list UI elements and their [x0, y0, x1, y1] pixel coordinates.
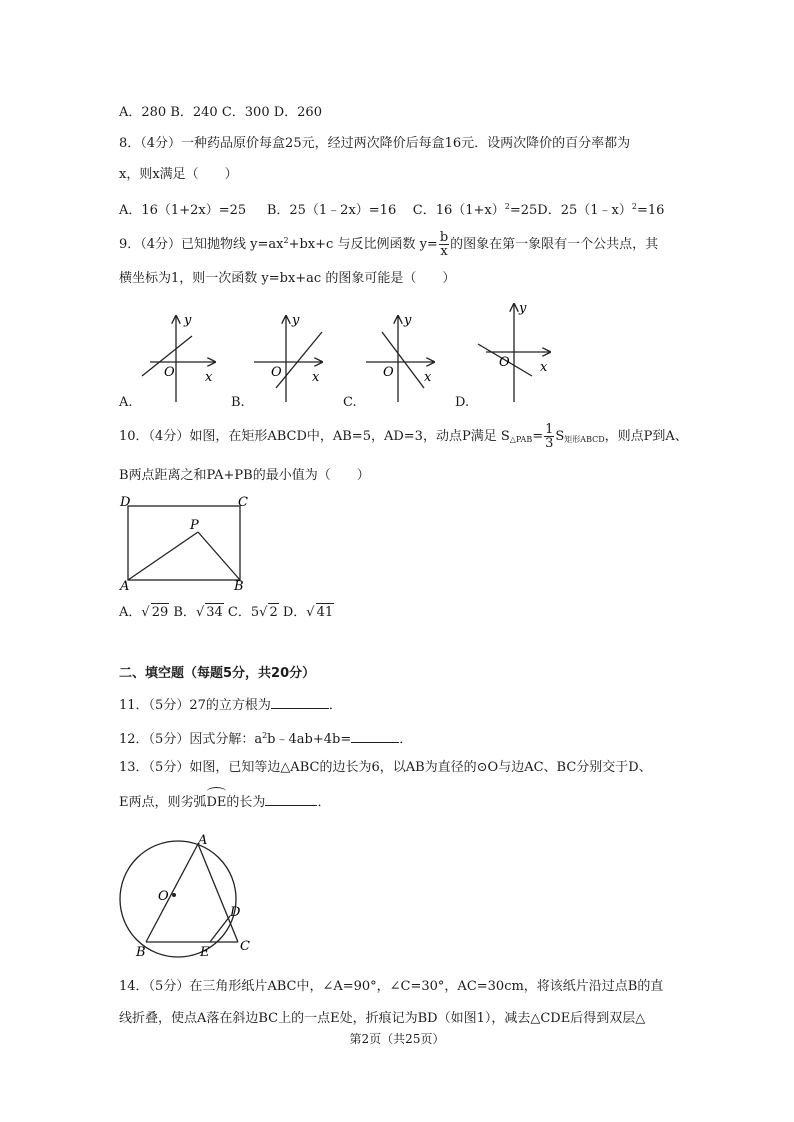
q10-option-b: B．√ 34 [173, 605, 223, 620]
q9-fraction: $\frac{b}{x}$ [439, 230, 449, 259]
q9-stem-line2: 横坐标为1，则一次函数 y=bx+ac 的图象可能是（ ） [119, 271, 456, 286]
q9-stem-line1: 9．（4分）已知抛物线 $y=ax^2+bx+c$ 与反比例函数 y= $\frac{b}{x}$ 的图象在第一象限有一个公共点，其 [119, 230, 659, 259]
svg-text:x: x [540, 360, 548, 375]
svg-text:D: D [230, 905, 241, 920]
q10-stem-line1: 10．（4分）如图，在矩形ABCD中，AB=5，AD=3，动点P满足 $S_{\triangle PAB}=$ $\frac{1}{3}$ $S_{矩形ABCD}$，则点P到A、 [119, 422, 688, 451]
q12: 12．（5分）因式分解：$a^2b﹣4ab+4b=$ ． [119, 731, 413, 747]
svg-text:E: E [200, 945, 210, 960]
svg-text:D: D [120, 495, 131, 510]
q14-stem-line2: 线折叠，使点A落在斜边BC上的一点E处，折痕记为BD（如图1），减去△CDE后得到双层△ [119, 1011, 646, 1026]
q13-arc-de: DE [207, 794, 227, 812]
svg-text:O: O [383, 365, 394, 380]
svg-text:P: P [190, 518, 199, 533]
q13-figure [112, 832, 272, 972]
q8-option-d: D．25（1﹣x）$^2$=16 [537, 202, 665, 218]
q10-fraction: $\frac{1}{3}$ [545, 422, 554, 451]
page-footer: 第2页（共25页） [349, 1032, 445, 1046]
q13-stem-line1: 13．（5分）如图，已知等边△ABC的边长为6，以AB为直径的⊙O与边AC、BC分别交于D、 [119, 760, 652, 775]
q12-answer-blank [351, 730, 399, 743]
q8-options [119, 198, 664, 220]
q9-graph-d [478, 301, 550, 402]
q11: 11．（5分）27的立方根为 ． [119, 698, 342, 713]
svg-text:O: O [158, 889, 169, 904]
q8-option-c: C．$16(1+x)^2=25$ [412, 202, 538, 218]
q8-stem-line2: x，则x满足（ ） [119, 167, 238, 182]
q9-graph-b [254, 313, 322, 402]
svg-text:A: A [120, 579, 130, 594]
svg-text:y: y [404, 313, 412, 328]
svg-text:x: x [312, 370, 320, 385]
q9-label-d: D. [455, 395, 470, 410]
svg-text:y: y [292, 313, 300, 328]
q9-graph-a [142, 313, 215, 402]
q10-stem-line2: B两点距离之和PA+PB的最小值为（ ） [119, 468, 370, 483]
svg-text:y: y [184, 313, 192, 328]
svg-text:x: x [424, 370, 432, 385]
q8-option-a: A．16（1+2x）=25 [119, 203, 247, 218]
q10-option-c: C．5√ 2 [227, 605, 278, 620]
svg-text:B: B [234, 579, 244, 594]
q9-label-c: C. [343, 395, 357, 410]
svg-text:O: O [164, 365, 175, 380]
q10-figure [114, 494, 264, 594]
q9-graph-c [366, 313, 434, 402]
q10-option-a: A．√ 29 [119, 605, 169, 620]
svg-text:C: C [238, 495, 248, 510]
q13-stem-line2: E两点，则劣弧 DE的长为 ． [119, 793, 330, 812]
svg-text:y: y [519, 301, 527, 316]
q10-options [119, 603, 334, 622]
q8-stem-line1: 8．（4分）一种药品原价每盒25元，经过两次降价后每盒16元．设两次降价的百分率都为 [119, 136, 631, 151]
q7-options: A．280 B．240 C．300 D．260 [119, 105, 322, 120]
q11-answer-blank [271, 696, 329, 709]
q8-option-b: B．25（1﹣2x）=16 [266, 203, 397, 218]
svg-text:A: A [198, 833, 208, 848]
section-title-fill-in: 二、填空题（每题5分，共20分） [119, 666, 316, 681]
q9-label-a: A. [119, 395, 133, 410]
q10-option-d: D．√ 41 [282, 605, 334, 620]
q13-answer-blank [265, 793, 317, 806]
svg-text:C: C [240, 939, 250, 954]
svg-text:x: x [205, 370, 213, 385]
q9-label-b: B. [231, 395, 245, 410]
q14-stem-line1: 14．（5分）在三角形纸片ABC中，∠A=90°，∠C=30°，AC=30cm，将该纸片沿过点B的直 [119, 979, 664, 994]
svg-text:O: O [271, 365, 282, 380]
svg-text:B: B [136, 945, 146, 960]
svg-text:O: O [499, 355, 510, 370]
